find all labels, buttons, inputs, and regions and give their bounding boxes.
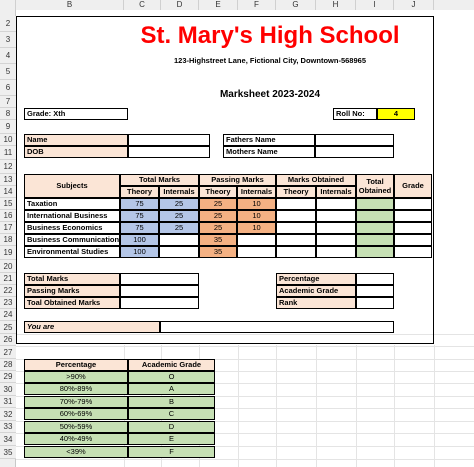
row-header[interactable]: 26 — [0, 334, 16, 346]
row-header[interactable]: 7 — [0, 96, 16, 108]
row-header[interactable]: 9 — [0, 120, 16, 134]
total-internals-value — [159, 246, 199, 258]
passing-theory-value: 35 — [199, 246, 237, 258]
row-header[interactable]: 14 — [0, 186, 16, 198]
total-theory-value: 75 — [120, 198, 159, 210]
total-theory-value: 75 — [120, 210, 159, 222]
passing-internals-value — [237, 234, 276, 246]
obtained-theory-field[interactable] — [276, 210, 316, 222]
row-header[interactable]: 5 — [0, 64, 16, 80]
subject-name: Environmental Studies — [24, 246, 120, 258]
column-header-j[interactable]: J — [394, 0, 434, 10]
grade-field[interactable] — [394, 234, 432, 246]
grade-ref-grade: A — [128, 383, 215, 395]
row-header[interactable]: 6 — [0, 80, 16, 96]
obtained-theory-header: Theory — [276, 186, 316, 198]
fathers-name-label: Fathers Name — [223, 134, 315, 146]
passing-internals-value — [237, 246, 276, 258]
subject-name: International Business — [24, 210, 120, 222]
total-obtained-field[interactable] — [356, 210, 394, 222]
row-header[interactable]: 17 — [0, 222, 16, 234]
roll-label: Roll No: — [333, 108, 377, 120]
grade-ref-percentage: 80%-89% — [24, 383, 128, 395]
row-header[interactable]: 15 — [0, 198, 16, 210]
total-theory-value: 100 — [120, 234, 159, 246]
passing-internals-header: Internals — [237, 186, 276, 198]
total-theory-header: Theory — [120, 186, 159, 198]
total-obtained-field[interactable] — [356, 246, 394, 258]
column-header-h[interactable]: H — [316, 0, 356, 10]
row-header[interactable]: 23 — [0, 297, 16, 309]
row-header[interactable]: 35 — [0, 446, 16, 459]
row-header[interactable]: 4 — [0, 48, 16, 64]
grid-row-line — [16, 346, 474, 347]
grid-column-line — [356, 345, 357, 467]
grade-ref-grade: C — [128, 408, 215, 420]
grade-header: Grade — [394, 174, 432, 198]
percentage-field[interactable] — [356, 273, 394, 285]
total-marks-header: Total Marks — [120, 174, 199, 186]
academic-grade-label: Academic Grade — [276, 285, 356, 297]
grade-ref-grade: F — [128, 446, 215, 458]
grade-ref-percentage: 70%-79% — [24, 396, 128, 408]
passing-theory-value: 35 — [199, 234, 237, 246]
grid-row-line — [16, 459, 474, 460]
roll-value[interactable]: 4 — [377, 108, 415, 120]
column-header-e[interactable]: E — [199, 0, 238, 10]
obtained-internals-header: Internals — [316, 186, 356, 198]
grade-ref-grade: E — [128, 433, 215, 445]
obtained-internals-field[interactable] — [316, 198, 356, 210]
total-internals-header: Internals — [159, 186, 199, 198]
grid-column-line — [276, 345, 277, 467]
row-header[interactable]: 19 — [0, 246, 16, 260]
school-name: St. Mary's High School — [140, 22, 400, 49]
total-internals-value: 25 — [159, 198, 199, 210]
grade-field[interactable] — [394, 222, 432, 234]
total-obtained-line-1: Total — [366, 176, 384, 186]
obtained-theory-field[interactable] — [276, 246, 316, 258]
row-header[interactable]: 29 — [0, 371, 16, 383]
row-header[interactable]: 8 — [0, 108, 16, 120]
obtained-theory-field[interactable] — [276, 198, 316, 210]
row-header[interactable]: 25 — [0, 321, 16, 334]
column-header-bar — [0, 0, 474, 10]
column-header-i[interactable]: I — [356, 0, 394, 10]
row-header[interactable]: 3 — [0, 32, 16, 48]
subjects-header: Subjects — [24, 174, 120, 198]
total-obtained-label: Toal Obtained Marks — [24, 297, 120, 309]
passing-marks-label: Passing Marks — [24, 285, 120, 297]
grade-ref-grade: D — [128, 421, 215, 433]
grade-ref-grade-header: Academic Grade — [128, 359, 215, 371]
passing-theory-value: 25 — [199, 210, 237, 222]
dob-label: DOB — [24, 146, 128, 158]
row-header[interactable]: 24 — [0, 309, 16, 321]
grade-field[interactable] — [394, 198, 432, 210]
column-header-d[interactable]: D — [161, 0, 199, 10]
obtained-internals-field[interactable] — [316, 210, 356, 222]
row-header[interactable]: 28 — [0, 359, 16, 371]
grade-ref-percentage: 50%-59% — [24, 421, 128, 433]
total-internals-value — [159, 234, 199, 246]
row-header[interactable]: 10 — [0, 134, 16, 146]
column-header-f[interactable]: F — [238, 0, 276, 10]
total-marks-field[interactable] — [120, 273, 199, 285]
total-internals-value: 25 — [159, 210, 199, 222]
row-header[interactable]: 21 — [0, 273, 16, 285]
obtained-internals-field[interactable] — [316, 246, 356, 258]
row-header[interactable]: 22 — [0, 285, 16, 297]
row-header[interactable]: 32 — [0, 408, 16, 421]
academic-grade-field[interactable] — [356, 285, 394, 297]
passing-marks-field[interactable] — [120, 285, 199, 297]
grade-ref-percentage-header: Percentage — [24, 359, 128, 371]
total-obtained-header — [356, 174, 394, 198]
grade-ref-grade: O — [128, 371, 215, 383]
mothers-name-label: Mothers Name — [223, 146, 315, 158]
passing-theory-value: 25 — [199, 222, 237, 234]
grade-ref-percentage: <39% — [24, 446, 128, 458]
grid-column-line — [316, 345, 317, 467]
column-header-k[interactable] — [434, 0, 474, 10]
total-obtained-line-2: Obtained — [358, 186, 392, 195]
passing-internals-value: 10 — [237, 222, 276, 234]
rank-label: Rank — [276, 297, 356, 309]
row-header[interactable]: 33 — [0, 421, 16, 433]
marksheet-title: Marksheet 2023-2024 — [219, 89, 321, 100]
column-header-g[interactable]: G — [276, 0, 316, 10]
grade-ref-percentage: >90% — [24, 371, 128, 383]
name-label: Name — [24, 134, 128, 146]
select-all-corner[interactable] — [0, 0, 16, 10]
grade-field[interactable]: Grade: Xth — [24, 108, 128, 120]
obtained-theory-field[interactable] — [276, 234, 316, 246]
total-obtained-field[interactable] — [356, 198, 394, 210]
total-internals-value: 25 — [159, 222, 199, 234]
passing-theory-header: Theory — [199, 186, 237, 198]
grid-column-line — [394, 345, 395, 467]
obtained-internals-field[interactable] — [316, 234, 356, 246]
row-header[interactable]: 18 — [0, 234, 16, 246]
row-header[interactable]: 13 — [0, 174, 16, 186]
you-are-field[interactable] — [160, 321, 394, 333]
grid-column-line — [434, 345, 435, 467]
passing-theory-value: 25 — [199, 198, 237, 210]
obtained-theory-field[interactable] — [276, 222, 316, 234]
subject-name: Taxation — [24, 198, 120, 210]
row-header[interactable]: 20 — [0, 260, 16, 273]
school-address: 123-Highstreet Lane, Fictional City, Downtown-568965 — [174, 56, 366, 65]
percentage-label: Percentage — [276, 273, 356, 285]
row-header[interactable]: 2 — [0, 16, 16, 32]
row-header[interactable]: 12 — [0, 160, 16, 174]
total-marks-label: Total Marks — [24, 273, 120, 285]
grade-ref-grade: B — [128, 396, 215, 408]
column-header-c[interactable]: C — [124, 0, 161, 10]
grade-field[interactable] — [394, 246, 432, 258]
grade-ref-percentage: 40%-49% — [24, 433, 128, 445]
row-header[interactable]: 34 — [0, 433, 16, 446]
grade-field[interactable] — [394, 210, 432, 222]
subject-name: Business Communication — [24, 234, 120, 246]
total-obtained-field[interactable] — [356, 222, 394, 234]
subject-name: Business Economics — [24, 222, 120, 234]
row-header[interactable]: 30 — [0, 383, 16, 396]
grade-ref-percentage: 60%-69% — [24, 408, 128, 420]
total-theory-value: 100 — [120, 246, 159, 258]
total-obtained-field[interactable] — [120, 297, 199, 309]
total-obtained-field[interactable] — [356, 234, 394, 246]
grid-column-line — [238, 345, 239, 467]
row-header[interactable]: 16 — [0, 210, 16, 222]
marks-obtained-header: Marks Obtained — [276, 174, 356, 186]
obtained-internals-field[interactable] — [316, 222, 356, 234]
passing-internals-value: 10 — [237, 198, 276, 210]
passing-marks-header: Passing Marks — [199, 174, 276, 186]
row-header[interactable]: 11 — [0, 146, 16, 160]
total-theory-value: 75 — [120, 222, 159, 234]
passing-internals-value: 10 — [237, 210, 276, 222]
you-are-label: You are — [24, 321, 160, 333]
column-header-b[interactable]: B — [16, 0, 124, 10]
row-header[interactable]: 27 — [0, 346, 16, 359]
row-header[interactable]: 31 — [0, 396, 16, 408]
rank-field[interactable] — [356, 297, 394, 309]
